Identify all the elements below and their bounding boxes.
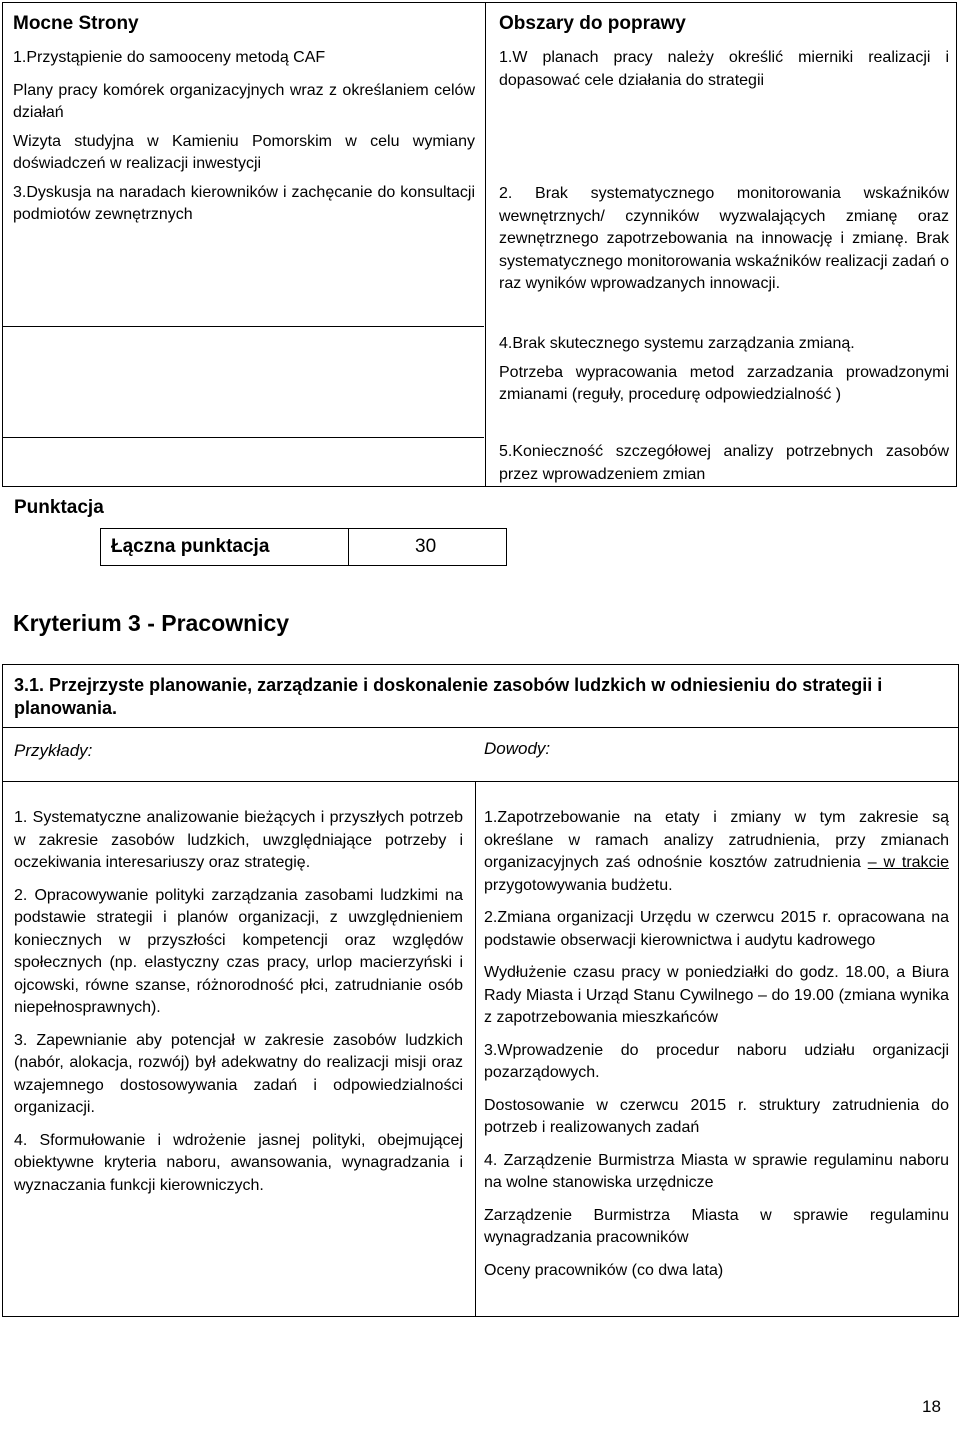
row-divider: [3, 437, 484, 438]
strengths-heading: Mocne Strony: [13, 13, 139, 34]
row-divider: [3, 727, 958, 728]
strength-item: Wizyta studyjna w Kamieniu Pomorskim w celu wymiany doświadczeń w realizacji inwestycji: [13, 132, 475, 172]
score-box: [100, 528, 507, 566]
row-divider: [3, 326, 484, 327]
improvement-item-5: [499, 441, 949, 486]
column-divider: [475, 782, 476, 1317]
improvement-item-2: [499, 183, 949, 296]
example-item: 1. Systematyczne analizowanie bieżących i przyszłych potrzeb w zakresie zasobów ludzkich, uwzględniające potrzeby i oczekiwania interesariuszy oraz strategię.: [14, 809, 463, 871]
criterion-heading: Kryterium 3 - Pracownicy: [13, 610, 290, 636]
evidence-item: 3.Wprowadzenie do procedur naboru udziału organizacji pozarządowych.: [484, 1041, 949, 1081]
evidence-list: [484, 807, 949, 1282]
improvement-item: 1.W planach pracy należy określić mierniki realizacji i dopasować cele działania do strategii: [499, 49, 949, 89]
total-score-label: Łączna punktacja: [111, 536, 270, 557]
improvement-item: 2. Brak systematycznego monitorowania wskaźników wewnętrznych/ czynników wyzwalających zmianę oraz zewnętrznego zapotrzebowania na innowację i zmianę. Brak systematycznego monitorowania wskaźników realizacji zadań o raz wyników wprowadzanych innowacji.: [499, 185, 949, 292]
improvements-cell: [499, 11, 949, 92]
improvement-item: 5.Konieczność szczegółowej analizy potrzebnych zasobów przez wprowadzeniem zmian: [499, 443, 949, 483]
evidence-item: Oceny pracowników (co dwa lata): [484, 1261, 724, 1279]
improvements-heading: Obszary do poprawy: [499, 13, 686, 34]
examples-list: [14, 807, 463, 1197]
evidence-item: 1.Zapotrzebowanie na etaty i zmiany w tym zakresie są określane w ramach analizy zatrudnienia, przy zmianach organizacyjnych zaś odnośnie kosztów zatrudnienia – w trakcie przygotowywania budżetu.: [484, 809, 950, 894]
improvement-item-body: Potrzeba wypracowania metod zarzadzania prowadzonymi zmianami (reguły, procedurę odpowiedzialność ): [499, 363, 949, 403]
score-label: Punktacja: [14, 497, 104, 518]
evidence-item: Zarządzenie Burmistrza Miasta w sprawie regulaminu wynagradzania pracowników: [484, 1206, 949, 1246]
score-divider: [348, 529, 349, 565]
evidence-label: Dowody:: [484, 739, 551, 758]
row-divider: [3, 781, 958, 782]
evidence-item: 2.Zmiana organizacji Urzędu w czerwcu 2015 r. opracowana na podstawie obserwacji kierownictwa i audytu kadrowego: [484, 909, 949, 949]
subcriterion-title: 3.1. Przejrzyste planowanie, zarządzanie i doskonalenie zasobów ludzkich w odniesieniu do strategii i planowania.: [14, 675, 883, 718]
strengths-cell: [13, 11, 475, 227]
evidence-item: Wydłużenie czasu pracy w poniedziałki do godz. 18.00, a Biura Rady Miasta i Urząd Stanu Cywilnego – do 19.00 (zmiana wynika z zapotrzebowania mieszkańców: [484, 964, 949, 1026]
improvement-item-4: [499, 333, 949, 407]
evidence-item: 4. Zarządzenie Burmistrza Miasta w sprawie regulaminu naboru na wolne stanowiska urzędnicze: [484, 1151, 949, 1191]
examples-label: Przykłady:: [14, 741, 93, 760]
example-item: 3. Zapewnianie aby potencjał w zakresie zasobów ludzkich (nabór, alokacja, rozwój) był adekwatny do realizacji misji oraz wzajemnego dostosowywania zadań i odpowiedzialności organizacji.: [14, 1031, 463, 1116]
strength-item: 1.Przystąpienie do samooceny metodą CAF: [13, 49, 326, 66]
evidence-item: Dostosowanie w czerwcu 2015 r. struktury zatrudnienia do potrzeb i realizowanych zadań: [484, 1096, 949, 1136]
example-item: 4. Sformułowanie i wdrożenie jasnej polityki, obejmującej obiektywne kryteria naboru, awansowania, wynagradzania i wyznaczania funkcji kierowniczych.: [14, 1131, 463, 1194]
page-number: 18: [922, 1397, 941, 1416]
improvement-item-title: 4.Brak skutecznego systemu zarządzania zmianą.: [499, 335, 855, 352]
example-item: 2. Opracowywanie polityki zarządzania zasobami ludzkimi na podstawie strategii i planów organizacji, z uwzględnieniem koniecznych w przyszłości kompetencji oraz względów społecznych (np. elastyczny czas pracy, urlop macierzyński i ojcowski, równe szanse, różnorodność płci, zatrudnianie osób niepełnosprawnych).: [14, 886, 463, 1016]
total-score-value: 30: [415, 536, 437, 557]
swot-table: [2, 2, 957, 487]
criterion-table: [2, 664, 959, 1317]
strength-item: 3.Dyskusja na naradach kierowników i zachęcanie do konsultacji podmiotów zewnętrznych: [13, 183, 475, 223]
strength-item: Plany pracy komórek organizacyjnych wraz z określaniem celów działań: [13, 81, 475, 121]
column-divider: [485, 3, 486, 486]
